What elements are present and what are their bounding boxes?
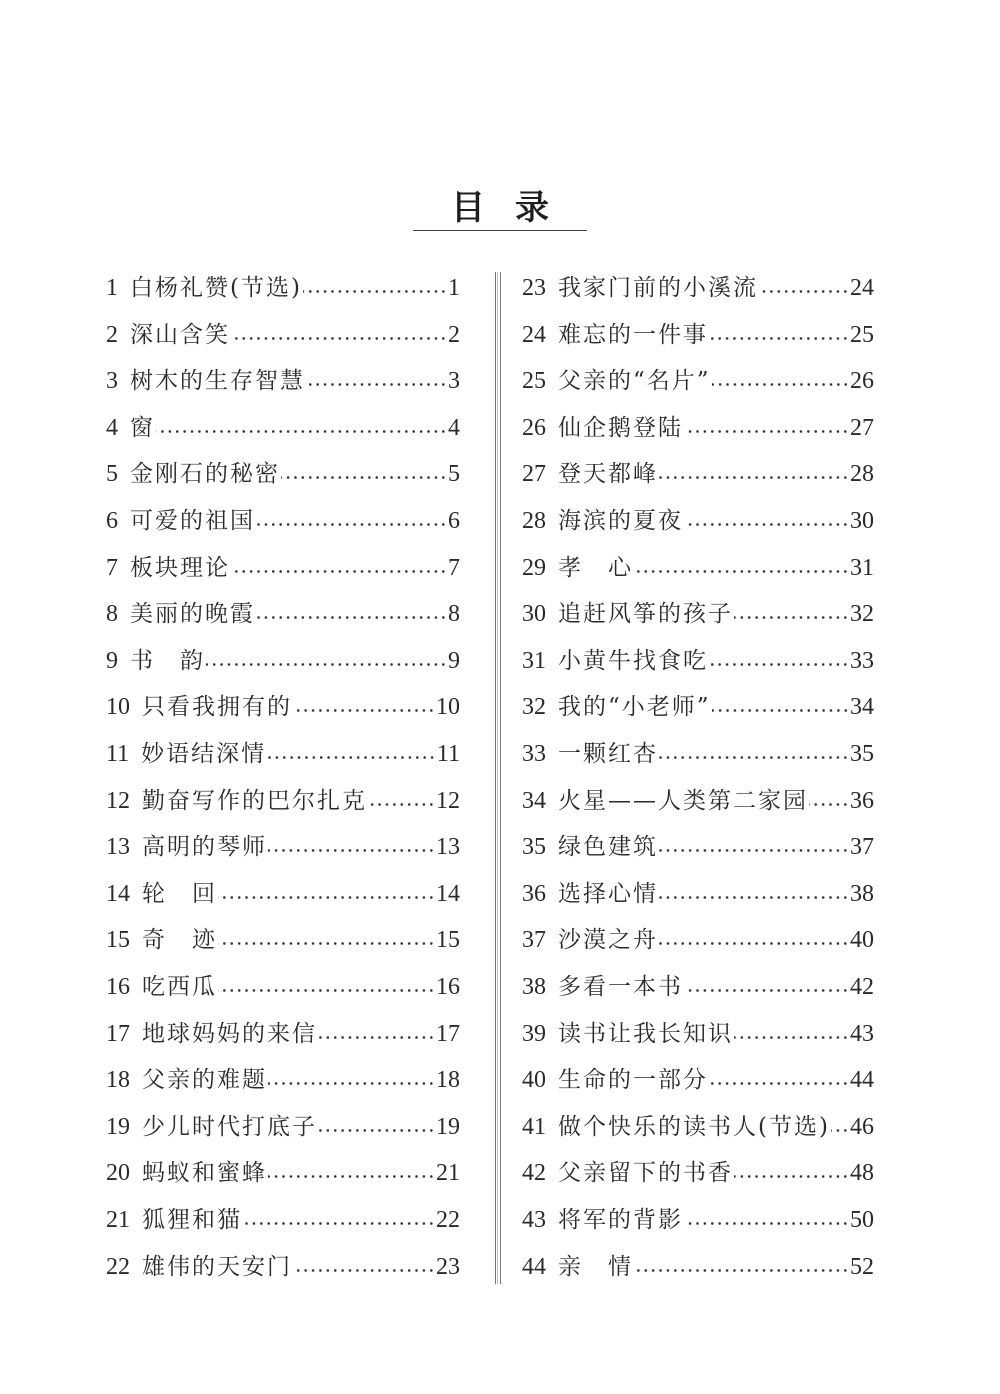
toc-entry-title: 金刚石的秘密	[130, 461, 280, 488]
toc-entry[interactable]	[522, 1060, 874, 1100]
dot-leader	[318, 1014, 435, 1054]
toc-entry[interactable]	[522, 687, 874, 727]
toc-entry-title: 书 韵	[130, 647, 205, 674]
toc-entry-page: 19	[436, 1113, 460, 1140]
toc-entry-number: 5	[106, 461, 118, 488]
toc-entry-page: 35	[850, 741, 874, 767]
dot-leader	[293, 687, 435, 727]
toc-entry-title: 父亲的难题	[142, 1067, 267, 1094]
toc-entry-page: 27	[850, 414, 874, 441]
toc-entry-title: 少儿时代打底子	[142, 1113, 317, 1140]
dot-leader	[809, 781, 849, 821]
toc-entry-title: 绿色建筑	[558, 834, 658, 861]
column-divider	[495, 272, 501, 1284]
toc-entry[interactable]	[106, 920, 460, 960]
dot-leader	[268, 827, 435, 867]
toc-entry[interactable]	[522, 315, 874, 355]
dot-leader	[659, 734, 849, 774]
toc-entry-number: 14	[106, 880, 130, 907]
toc-entry-page: 48	[850, 1160, 874, 1187]
dot-leader	[709, 315, 849, 355]
toc-entry-page: 43	[850, 1020, 874, 1047]
toc-entry-number: 16	[106, 974, 130, 1000]
toc-entry[interactable]	[522, 1107, 874, 1147]
toc-entry-page: 31	[850, 554, 874, 581]
toc-entry-number: 15	[106, 927, 130, 954]
toc-entry[interactable]	[522, 594, 874, 634]
toc-entry[interactable]	[522, 501, 874, 541]
toc-entry-number: 32	[522, 694, 546, 721]
dot-leader	[759, 268, 849, 308]
toc-entry-number: 39	[522, 1020, 546, 1047]
toc-entry-page: 28	[850, 461, 874, 488]
toc-entry-page: 32	[850, 601, 874, 628]
toc-entry-page: 7	[448, 554, 460, 581]
dot-leader	[734, 1014, 849, 1054]
toc-entry-page: 25	[850, 321, 874, 348]
toc-entry[interactable]	[522, 1200, 874, 1240]
dot-leader	[659, 454, 849, 494]
toc-entry-title: 多看一本书	[558, 974, 683, 1000]
toc-entry-page: 21	[436, 1160, 460, 1187]
toc-entry-title: 奇 迹	[142, 927, 217, 954]
dot-leader	[659, 874, 849, 914]
toc-entry-number: 4	[106, 414, 118, 441]
dot-leader	[256, 501, 447, 541]
toc-entry[interactable]	[106, 361, 460, 401]
dot-leader	[634, 1247, 849, 1287]
toc-entry-number: 24	[522, 321, 546, 348]
toc-entry-page: 33	[850, 647, 874, 674]
toc-entry[interactable]	[106, 687, 460, 727]
toc-entry[interactable]	[522, 1247, 874, 1287]
toc-entry-number: 19	[106, 1113, 130, 1140]
toc-entry[interactable]	[106, 408, 460, 448]
toc-entry-title: 吃西瓜	[142, 974, 217, 1000]
toc-entry-number: 13	[106, 834, 130, 861]
toc-entry[interactable]	[106, 268, 460, 308]
toc-entry-title: 难忘的一件事	[558, 321, 708, 348]
toc-entry-number: 43	[522, 1207, 546, 1233]
toc-entry[interactable]	[522, 268, 874, 308]
toc-entry[interactable]	[106, 641, 460, 681]
toc-entry[interactable]	[522, 1153, 874, 1193]
toc-entry[interactable]	[106, 827, 460, 867]
toc-entry-number: 17	[106, 1020, 130, 1047]
toc-entry-number: 27	[522, 461, 546, 488]
toc-entry[interactable]	[106, 548, 460, 588]
toc-entry-title: 狐狸和猫	[142, 1207, 242, 1233]
toc-entry-number: 11	[106, 741, 130, 767]
dot-leader	[734, 1153, 849, 1193]
toc-entry-number: 44	[522, 1253, 546, 1280]
toc-entry-number: 37	[522, 927, 546, 954]
toc-entry-page: 22	[436, 1207, 460, 1233]
toc-entry[interactable]	[106, 1153, 460, 1193]
dot-leader	[218, 967, 435, 1007]
dot-leader	[709, 641, 849, 681]
dot-leader	[281, 454, 447, 494]
toc-entry-title: 地球妈妈的来信	[142, 1020, 317, 1047]
toc-entry-title: 将军的背影	[558, 1207, 683, 1233]
toc-entry-number: 3	[106, 368, 118, 395]
toc-entry-page: 52	[850, 1253, 874, 1280]
toc-entry-number: 22	[106, 1253, 130, 1280]
toc-entry-number: 29	[522, 554, 546, 581]
dot-leader	[659, 827, 849, 867]
page-title: 目录	[451, 188, 579, 228]
toc-entry-page: 44	[850, 1067, 874, 1094]
toc-entry-number: 25	[522, 368, 546, 395]
dot-leader	[368, 781, 435, 821]
toc-entry[interactable]	[106, 1200, 460, 1240]
toc-entry-number: 28	[522, 508, 546, 534]
toc-entry-number: 35	[522, 834, 546, 861]
toc-entry[interactable]	[522, 1014, 874, 1054]
dot-leader	[268, 1060, 435, 1100]
toc-entry-number: 38	[522, 974, 546, 1000]
toc-entry-number: 10	[106, 694, 130, 721]
toc-entry-title: 妙语结深情	[141, 741, 267, 767]
toc-entry-title: 美丽的晚霞	[130, 601, 255, 628]
toc-entry-number: 41	[522, 1113, 546, 1140]
toc-entry-page: 14	[436, 880, 460, 907]
toc-entry-number: 20	[106, 1160, 130, 1187]
toc-entry[interactable]	[106, 781, 460, 821]
dot-leader	[709, 1060, 849, 1100]
toc-entry[interactable]	[106, 501, 460, 541]
toc-entry-title: 小黄牛找食吃	[558, 647, 708, 674]
dot-leader	[684, 408, 849, 448]
toc-entry-number: 1	[106, 275, 118, 301]
dot-leader	[831, 1107, 849, 1147]
toc-entry-number: 40	[522, 1067, 546, 1094]
toc-entry-page: 37	[850, 834, 874, 861]
toc-entry-number: 7	[106, 554, 118, 581]
dot-leader	[231, 548, 447, 588]
dot-leader	[218, 874, 435, 914]
toc-entry-page: 50	[850, 1207, 874, 1233]
toc-entry-number: 34	[522, 787, 546, 814]
toc-entry-title: 登天都峰	[558, 461, 658, 488]
dot-leader	[684, 1200, 849, 1240]
toc-entry-title: 可爱的祖国	[130, 508, 255, 534]
toc-entry-title: 火星——人类第二家园	[558, 787, 808, 814]
toc-entry-page: 16	[436, 974, 460, 1000]
toc-entry-page: 23	[436, 1253, 460, 1280]
dot-leader	[712, 687, 849, 727]
toc-entry-title: 追赶风筝的孩子	[558, 601, 733, 628]
page-title-block	[413, 186, 587, 231]
toc-entry[interactable]	[522, 920, 874, 960]
toc-entry-page: 6	[448, 508, 460, 534]
toc-entry-title: 我家门前的小溪流	[558, 275, 758, 301]
toc-entry-number: 6	[106, 508, 118, 534]
toc-entry-number: 30	[522, 601, 546, 628]
toc-entry[interactable]	[522, 408, 874, 448]
toc-entry[interactable]	[106, 734, 460, 774]
dot-leader	[267, 734, 436, 774]
dot-leader	[268, 1153, 435, 1193]
toc-entry-page: 11	[436, 741, 460, 767]
toc-entry-page: 46	[850, 1113, 874, 1140]
toc-entry[interactable]	[106, 1060, 460, 1100]
toc-entry-title: 仙企鹅登陆	[558, 414, 683, 441]
toc-entry-page: 30	[850, 508, 874, 534]
toc-entry-number: 23	[522, 275, 546, 301]
toc-entry-number: 9	[106, 647, 118, 674]
toc-entry-title: 读书让我长知识	[558, 1020, 733, 1047]
toc-entry-page: 15	[436, 927, 460, 954]
toc-entry-page: 42	[850, 974, 874, 1000]
dot-leader	[256, 594, 447, 634]
toc-entry-title: 父亲留下的书香	[558, 1160, 733, 1187]
dot-leader	[293, 1247, 435, 1287]
dot-leader	[303, 268, 447, 308]
toc-entry-title: 轮 回	[142, 880, 217, 907]
toc-entry[interactable]	[106, 967, 460, 1007]
toc-entry-number: 33	[522, 741, 546, 767]
toc-entry[interactable]	[106, 594, 460, 634]
dot-leader	[712, 361, 849, 401]
toc-entry-number: 36	[522, 880, 546, 907]
dot-leader	[734, 594, 849, 634]
toc-entry-page: 1	[448, 275, 460, 301]
toc-entry-title: 海滨的夏夜	[558, 508, 683, 534]
dot-leader	[243, 1200, 435, 1240]
toc-entry-page: 26	[850, 368, 874, 395]
toc-entry[interactable]	[106, 454, 460, 494]
toc-entry-page: 24	[850, 275, 874, 301]
toc-entry-page: 18	[436, 1067, 460, 1094]
toc-entry[interactable]	[106, 1247, 460, 1287]
toc-entry-number: 8	[106, 601, 118, 628]
toc-entry[interactable]	[522, 967, 874, 1007]
toc-entry-page: 2	[448, 321, 460, 348]
toc-entry-number: 21	[106, 1207, 130, 1233]
toc-entry[interactable]	[522, 454, 874, 494]
toc-entry-page: 3	[448, 368, 460, 395]
toc-entry-title: 板块理论	[130, 554, 230, 581]
toc-entry-page: 40	[850, 927, 874, 954]
toc-entry[interactable]	[522, 827, 874, 867]
toc-entry-number: 42	[522, 1160, 546, 1187]
dot-leader	[156, 408, 447, 448]
toc-entry-page: 10	[436, 694, 460, 721]
toc-entry[interactable]	[522, 548, 874, 588]
toc-entry-number: 2	[106, 321, 118, 348]
toc-entry-page: 38	[850, 880, 874, 907]
dot-leader	[684, 501, 849, 541]
toc-entry[interactable]	[522, 734, 874, 774]
dot-leader	[634, 548, 849, 588]
toc-entry-page: 9	[448, 647, 460, 674]
toc-entry-title: 蚂蚁和蜜蜂	[142, 1160, 267, 1187]
toc-entry-title: 我的“小老师”	[558, 694, 711, 721]
toc-entry[interactable]	[106, 1107, 460, 1147]
dot-leader	[684, 967, 849, 1007]
toc-entry-page: 5	[448, 461, 460, 488]
toc-entry-page: 4	[448, 414, 460, 441]
toc-entry[interactable]	[522, 874, 874, 914]
toc-entry[interactable]	[522, 361, 874, 401]
toc-entry-title: 孝 心	[558, 554, 633, 581]
toc-entry[interactable]	[522, 641, 874, 681]
toc-entry-title: 雄伟的天安门	[142, 1253, 292, 1280]
toc-entry-number: 26	[522, 414, 546, 441]
toc-entry-page: 8	[448, 601, 460, 628]
toc-entry[interactable]	[106, 315, 460, 355]
toc-entry-page: 17	[436, 1020, 460, 1047]
toc-entry-title: 做个快乐的读书人(节选)	[558, 1113, 830, 1140]
toc-entry-title: 沙漠之舟	[558, 927, 658, 954]
toc-entry[interactable]	[106, 874, 460, 914]
toc-entry-number: 31	[522, 647, 546, 674]
dot-leader	[218, 920, 435, 960]
toc-entry-title: 亲 情	[558, 1253, 633, 1280]
toc-entry-page: 13	[436, 834, 460, 861]
toc-entry-title: 选择心情	[558, 880, 658, 907]
toc-entry-title: 一颗红杏	[558, 741, 658, 767]
dot-leader	[318, 1107, 435, 1147]
dot-leader	[231, 315, 447, 355]
toc-entry-title: 窗	[130, 414, 155, 441]
toc-entry-title: 生命的一部分	[558, 1067, 708, 1094]
dot-leader	[206, 641, 447, 681]
toc-entry-page: 12	[436, 787, 460, 814]
toc-entry-title: 树木的生存智慧	[130, 368, 305, 395]
toc-entry-title: 只看我拥有的	[142, 694, 292, 721]
toc-entry-title: 父亲的“名片”	[558, 368, 711, 395]
toc-entry[interactable]	[106, 1014, 460, 1054]
dot-leader	[306, 361, 447, 401]
toc-entry-title: 高明的琴师	[142, 834, 267, 861]
dot-leader	[659, 920, 849, 960]
toc-entry-page: 36	[850, 787, 874, 814]
toc-entry[interactable]	[522, 781, 874, 821]
toc-entry-number: 18	[106, 1067, 130, 1094]
toc-entry-title: 深山含笑	[130, 321, 230, 348]
toc-entry-title: 白杨礼赞(节选)	[130, 275, 302, 301]
toc-entry-number: 12	[106, 787, 130, 814]
toc-entry-page: 34	[850, 694, 874, 721]
toc-entry-title: 勤奋写作的巴尔扎克	[142, 787, 367, 814]
